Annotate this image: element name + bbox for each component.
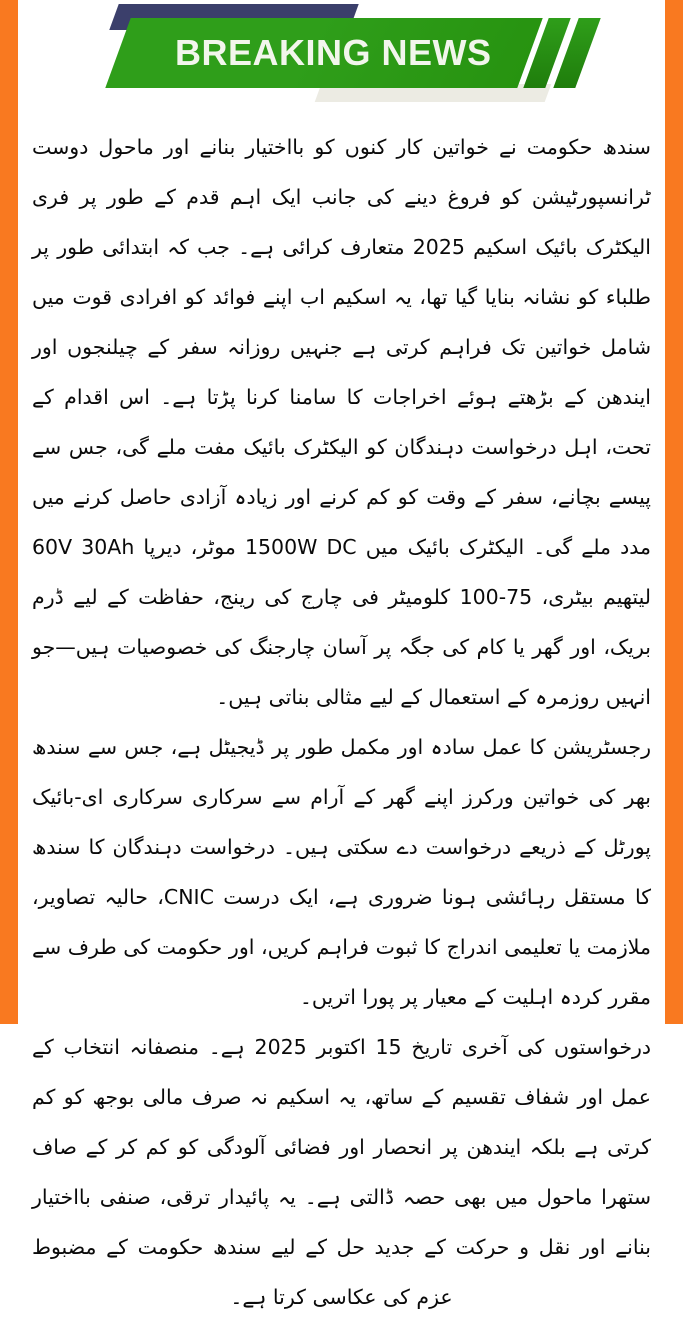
article-body — [24, 122, 659, 1309]
breaking-news-banner — [18, 0, 665, 122]
left-orange-border — [0, 0, 18, 1024]
banner-title: BREAKING NEWS — [174, 32, 492, 73]
article-paragraph: رجسٹریشن کا عمل سادہ اور مکمل طور پر ڈیجیٹل ہے، جس سے سندھ بھر کی خواتین ورکرز اپنے گھر کے آرام سے سرکاری سرکاری ای-بائیک پورٹل کے ذریعے درخواست دے سکتی ہیں۔ درخواست دہندگان کا سندھ کا مستقل رہائشی ہونا ضروری ہے، ایک درست CNIC، حالیہ تصاویر، ملازمت یا تعلیمی اندراج کا ثبوت فراہم کریں، اور حکومت کی طرف سے مقرر کردہ اہلیت کے معیار پر پورا اتریں۔ — [32, 735, 651, 1009]
banner-green-plate — [105, 18, 542, 88]
article-paragraph: درخواستوں کی آخری تاریخ 15 اکتوبر 2025 ہے۔ منصفانہ انتخاب کے عمل اور شفاف تقسیم کے ساتھ، یہ اسکیم نہ صرف مالی بوجھ کو کم کرتی ہے بلکہ ایندھن پر انحصار اور فضائی آلودگی کو کم کر کے صاف ستھرا ماحول میں بھی حصہ ڈالتی ہے۔ یہ پائیدار ترقی، صنفی بااختیار بنانے اور نقل و حرکت کے جدید حل کے لیے سندھ حکومت کے مضبوط عزم کی عکاسی کرتا ہے۔ — [32, 1035, 652, 1309]
article-paragraph: سندھ حکومت نے خواتین کار کنوں کو بااختیار بنانے اور ماحول دوست ٹرانسپورٹیشن کو فروغ دینے کی جانب ایک اہم قدم کے طور پر فری الیکٹرک بائیک اسکیم 2025 متعارف کرائی ہے۔ جب کہ ابتدائی طور پر طلباء کو نشانہ بنایا گیا تھا، یہ اسکیم اب اپنے فوائد کو افرادی قوت میں شامل خواتین تک فراہم کرتی ہے جنہیں روزانہ سفر کے چیلنجوں اور ایندھن کے بڑھتے ہوئے اخراجات کا سامنا کرنا پڑتا ہے۔ اس اقدام کے تحت، اہل درخواست دہندگان کو الیکٹرک بائیک مفت ملے گی، جس سے پیسے بچانے، سفر کے وقت کو کم کرنے اور زیادہ آزادی حاصل کرنے میں مدد ملے گی۔ الیکٹرک بائیک میں 1500W DC موٹر، دیرپا 60V 30Ah لیتھیم بیٹری، 75-100 کلومیٹر فی چارج کی رینج، حفاظت کے لیے ڈرم بریک، اور گھر یا کام کی جگہ پر آسان چارجنگ کی خصوصیات ہیں—جو انہیں روزمرہ کے استعمال کے لیے مثالی بناتی ہیں۔ — [32, 135, 652, 709]
right-orange-border — [665, 0, 683, 1024]
